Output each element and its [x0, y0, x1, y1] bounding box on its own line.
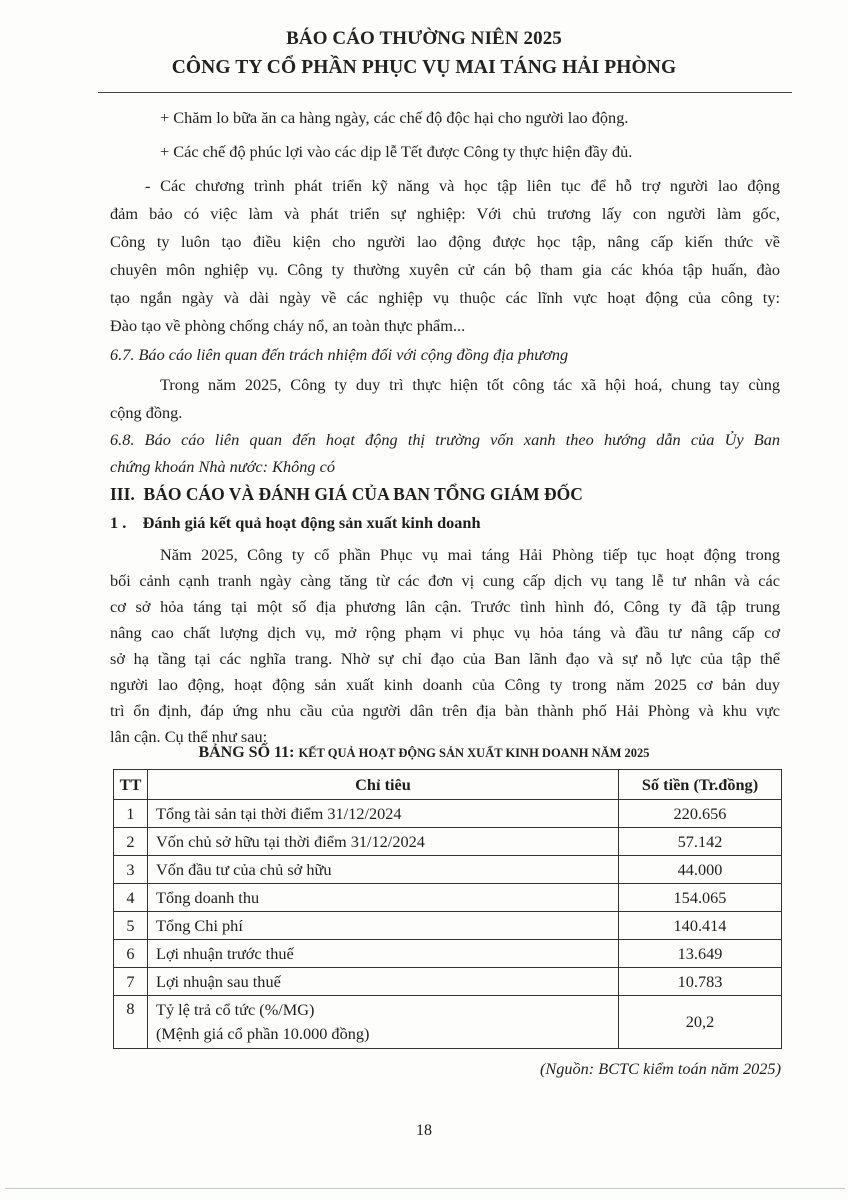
- row-number: 8: [114, 996, 148, 1049]
- row-amount: 13.649: [619, 940, 782, 968]
- table-header-row: [114, 770, 782, 800]
- header-divider: [98, 92, 792, 93]
- para-training-line: đảm bảo có việc làm và phát triển sự nghiệp: Với chủ trương lấy con người làm gốc,: [110, 204, 780, 223]
- section-6-7-text: Trong năm 2025, Công ty duy trì thực hiện tốt công tác xã hội hoá, chung tay cùng: [160, 375, 780, 394]
- para-results-line: trì ổn định, đáp ứng nhu cầu của người dân trên địa bàn thành phố Hải Phòng và khu vực: [110, 701, 780, 720]
- table-caption: [0, 744, 848, 762]
- bullet-welfare: + Các chế độ phúc lợi vào các dịp lễ Tết được Công ty thực hiện đầy đủ.: [160, 142, 633, 161]
- table-row: [114, 912, 782, 940]
- row-number: 4: [114, 884, 148, 912]
- row-amount: 140.414: [619, 912, 782, 940]
- para-results-line: bối cảnh cạnh tranh ngày càng tăng từ các đơn vị cung cấp dịch vụ tang lễ tư nhân và các: [110, 571, 780, 590]
- para-training-line: Công ty luôn tạo điều kiện cho người lao động được học tập, nâng cấp kiến thức về: [110, 232, 780, 251]
- row-indicator: Tổng Chi phí: [148, 912, 619, 940]
- table-caption-title: KẾT QUẢ HOẠT ĐỘNG SẢN XUẤT KINH DOANH NĂM 2025: [298, 746, 650, 760]
- para-results-line: người lao động, hoạt động sản xuất kinh doanh của Công ty trong năm 2025 cơ bản duy: [110, 675, 780, 694]
- row-number: 7: [114, 968, 148, 996]
- row-number: 1: [114, 800, 148, 828]
- table-source-note: (Nguồn: BCTC kiểm toán năm 2025): [539, 1059, 781, 1078]
- header-indicator: Chỉ tiêu: [148, 770, 619, 800]
- table-caption-prefix: BẢNG SỐ 11:: [198, 744, 299, 761]
- table-row: [114, 828, 782, 856]
- para-training-line: Đào tạo về phòng chống cháy nổ, an toàn thực phẩm...: [110, 316, 466, 335]
- para-results-line: lân cận. Cụ thể như sau:: [110, 727, 268, 746]
- para-results-line: nâng cao chất lượng dịch vụ, mở rộng phạm vi phục vụ hỏa táng và đầu tư nâng cấp cơ: [110, 623, 780, 642]
- section-6-8-title: chứng khoán Nhà nước: Không có: [110, 457, 335, 476]
- row-number: 6: [114, 940, 148, 968]
- para-training-line: chuyên môn nghiệp vụ. Công ty thường xuyên cử cán bộ tham gia các khóa tập huấn, đào: [110, 260, 780, 279]
- para-results-line: cơ sở hỏa táng tại một số địa phương lân cận. Trước tình hình đó, Công ty đã tập trung: [110, 597, 780, 616]
- company-name: CÔNG TY CỔ PHẦN PHỤC VỤ MAI TÁNG HẢI PHÒNG: [171, 57, 677, 78]
- para-training-line: - Các chương trình phát triển kỹ năng và học tập liên tục để hỗ trợ người lao động: [145, 176, 780, 195]
- table-row: [114, 940, 782, 968]
- bullet-meal: + Chăm lo bữa ăn ca hàng ngày, các chế độ độc hại cho người lao động.: [160, 108, 629, 127]
- footer-divider: [5, 1188, 845, 1189]
- row-indicator: Tổng tài sản tại thời điểm 31/12/2024: [148, 800, 619, 828]
- table-row: [114, 884, 782, 912]
- row-indicator: Vốn đầu tư của chủ sở hữu: [148, 856, 619, 884]
- table-row: [114, 800, 782, 828]
- row-number: 5: [114, 912, 148, 940]
- section-6-8-title: 6.8. Báo cáo liên quan đến hoạt động thị trường vốn xanh theo hướng dẫn của Ủy Ban: [110, 430, 780, 449]
- table-row: [114, 996, 782, 1049]
- row-number: 3: [114, 856, 148, 884]
- row-indicator: Tổng doanh thu: [148, 884, 619, 912]
- row-indicator: Vốn chủ sở hữu tại thời điểm 31/12/2024: [148, 828, 619, 856]
- para-results-line: Năm 2025, Công ty cổ phần Phục vụ mai táng Hải Phòng tiếp tục hoạt động trong: [160, 545, 780, 564]
- business-results-table: [113, 769, 782, 1049]
- para-results-line: sở hạ tầng tại các nghĩa trang. Nhờ sự chỉ đạo của Ban lãnh đạo và sự nỗ lực của tập thể: [110, 649, 780, 668]
- row-indicator: Lợi nhuận sau thuế: [148, 968, 619, 996]
- header-amount: Số tiền (Tr.đồng): [619, 770, 782, 800]
- row-amount: 220.656: [619, 800, 782, 828]
- row-indicator-line1: Tỷ lệ trả cổ tức (%/MG): [156, 1000, 315, 1019]
- row-amount: 44.000: [619, 856, 782, 884]
- section-6-7-text: cộng đồng.: [110, 403, 183, 422]
- table-row: [114, 968, 782, 996]
- page-number: 18: [416, 1122, 432, 1139]
- row-amount: 10.783: [619, 968, 782, 996]
- section-III-heading: III. BÁO CÁO VÀ ĐÁNH GIÁ CỦA BAN TỔNG GIÁM ĐỐC: [110, 484, 583, 504]
- report-title: BÁO CÁO THƯỜNG NIÊN 2025: [286, 28, 562, 49]
- table-row: [114, 856, 782, 884]
- row-number: 2: [114, 828, 148, 856]
- row-indicator-line2: (Mệnh giá cổ phần 10.000 đồng): [156, 1024, 370, 1043]
- row-amount: 57.142: [619, 828, 782, 856]
- row-indicator: [148, 996, 619, 1049]
- row-amount: 154.065: [619, 884, 782, 912]
- row-amount: 20,2: [619, 996, 782, 1049]
- para-training-line: tạo ngắn ngày và dài ngày về các nghiệp vụ thuộc các lĩnh vực hoạt động của công ty:: [110, 288, 780, 307]
- section-1-heading: 1 . Đánh giá kết quả hoạt động sản xuất kinh doanh: [110, 513, 481, 532]
- row-indicator: Lợi nhuận trước thuế: [148, 940, 619, 968]
- section-6-7-title: 6.7. Báo cáo liên quan đến trách nhiệm đối với cộng đồng địa phương: [110, 345, 569, 364]
- header-tt: TT: [114, 770, 148, 800]
